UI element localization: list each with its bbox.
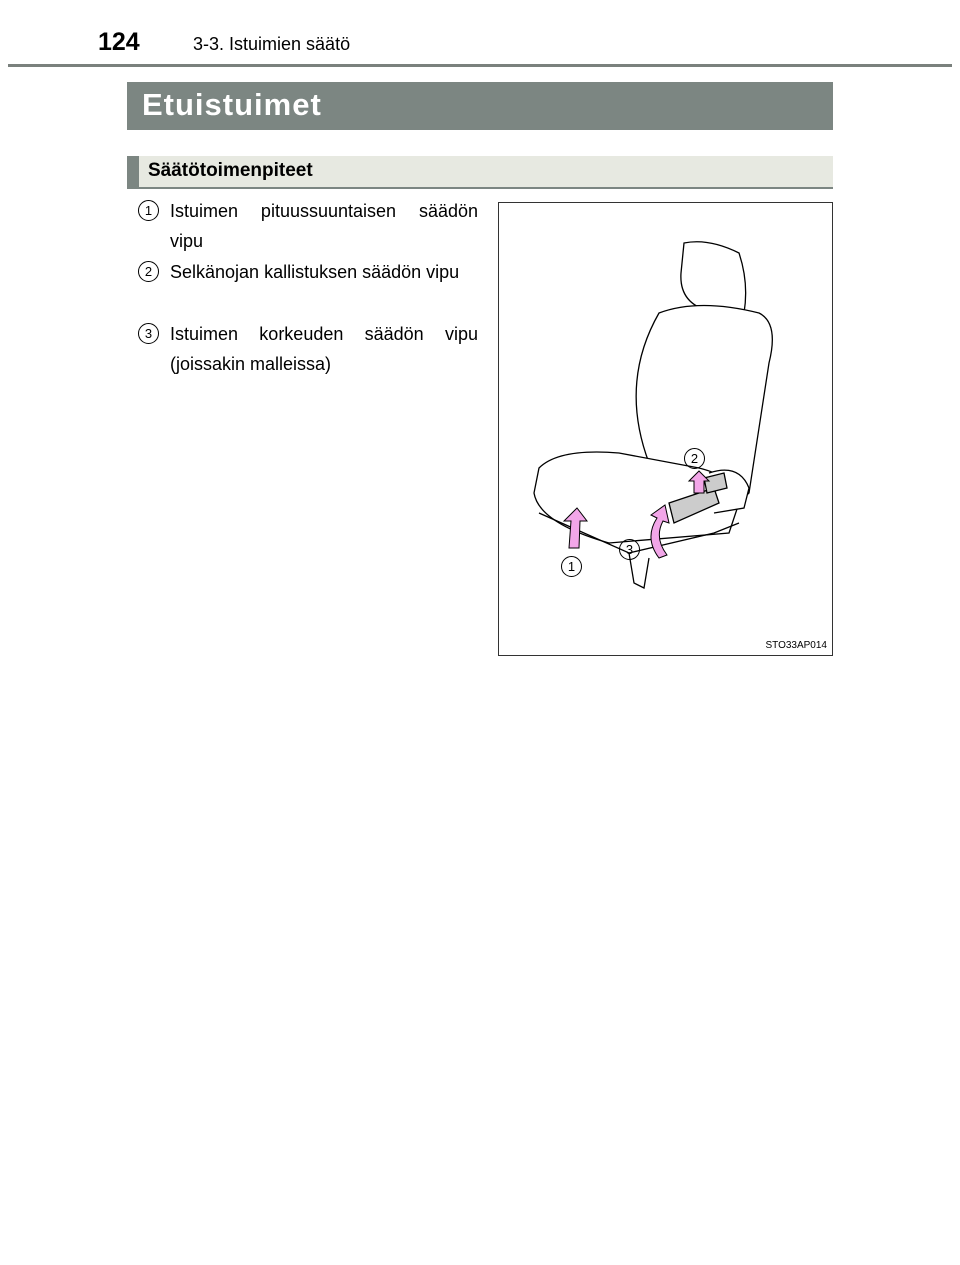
- page-title: Etuistuimet: [127, 82, 833, 130]
- item-text: Istuimen pituussuuntaisen säädön vipu: [170, 201, 478, 251]
- figure-code: STO33AP014: [765, 640, 827, 651]
- subsection-title: Säätötoimenpiteet: [127, 156, 833, 189]
- callout-1: 1: [561, 556, 585, 580]
- seat-drawing: [499, 203, 831, 654]
- item-number: 2: [138, 261, 159, 282]
- item-number: 3: [138, 323, 159, 344]
- callout-2: 2: [684, 448, 708, 472]
- item-number: 1: [138, 200, 159, 221]
- list-item: [138, 257, 478, 287]
- page-number: 124: [98, 28, 140, 56]
- item-text: Istuimen korkeuden säädön vipu (joissakin malleissa): [170, 324, 478, 374]
- section-title: 3-3. Istuimien säätö: [193, 34, 351, 54]
- list-item: [138, 196, 478, 256]
- seat-illustration: [498, 202, 833, 656]
- list-item: [138, 319, 478, 379]
- item-text: Selkänojan kallistuksen säädön vipu: [170, 262, 460, 282]
- header-divider: [8, 64, 952, 67]
- callout-3: 3: [619, 539, 643, 563]
